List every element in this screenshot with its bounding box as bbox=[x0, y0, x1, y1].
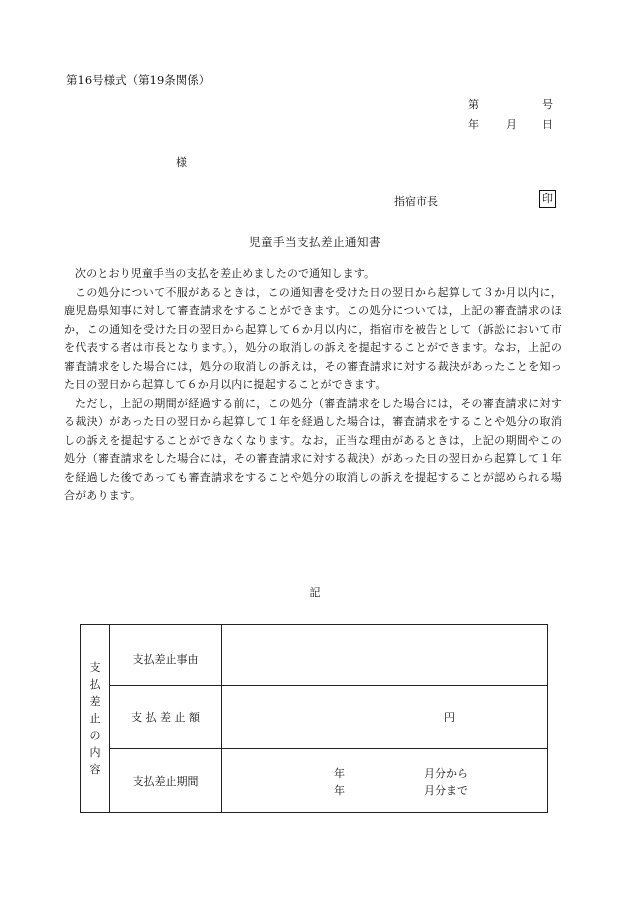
document-number-prefix: 第 bbox=[468, 98, 479, 111]
addressee-honorific: 様 bbox=[176, 156, 187, 169]
notice-body bbox=[64, 265, 562, 506]
document-number-suffix: 号 bbox=[542, 98, 553, 111]
date-year: 年 bbox=[468, 118, 479, 131]
reason-label: 支払差止事由 bbox=[110, 625, 222, 686]
suspension-details-table bbox=[80, 624, 548, 813]
date-day: 日 bbox=[542, 118, 553, 131]
body-paragraph: この処分について不服があるときは，この通知書を受けた日の翌日から起算して３か月以内に，鹿児島県知事に対して審査請求をすることができます。この処分については，上記の審査請求のほか，この通知を受けた日の翌日から起算して６か月以内に，指宿市を被告として（訴訟において市を代表する者は市長となります。），処分の取消しの訴えを提起することができます。なお，上記の審査請求をした場合には，処分の取消しの訴えは，その審査請求に対する裁決があったことを知った日の翌日から起算して６か月以内に提起することができます。 bbox=[64, 285, 562, 391]
period-label: 支払差止期間 bbox=[110, 749, 222, 813]
amount-label: 支 払 差 止 額 bbox=[110, 686, 222, 749]
amount-unit: 円 bbox=[444, 711, 455, 724]
period-to-year: 年 bbox=[334, 784, 345, 797]
document-title: 児童手当支払差止通知書 bbox=[249, 235, 381, 249]
body-paragraph: ただし，上記の期間が経過する前に，この処分（審査請求をした場合には，その審査請求に対する裁決）があった日の翌日から起算して１年を経過した場合は，審査請求をすることや処分の取消しの訴えを提起することができなくなります。なお，正当な理由があるときは，上記の期間やこの処分（審査請求をした場合には，その審査請求に対する裁決）があった日の翌日から起算して１年を経過した後であっても審査請求をすることや処分の取消しの訴えを提起することが認められる場合があります。 bbox=[64, 396, 562, 502]
amount-value[interactable] bbox=[222, 686, 548, 749]
period-from-year: 年 bbox=[334, 767, 345, 780]
period-value[interactable] bbox=[222, 749, 548, 813]
period-range bbox=[334, 765, 468, 799]
reason-value[interactable] bbox=[222, 625, 548, 686]
body-paragraph: 次のとおり児童手当の支払を差止めましたので通知します。 bbox=[75, 267, 376, 280]
ki-heading: 記 bbox=[309, 586, 321, 599]
date-month: 月 bbox=[506, 118, 517, 131]
issuer-name: 指宿市長 bbox=[394, 195, 438, 208]
form-number: 第16号様式（第19条関係） bbox=[66, 73, 211, 87]
section-header: 支 払 差 止 の 内 容 bbox=[81, 625, 110, 813]
period-from: 月分から bbox=[424, 767, 468, 780]
period-to: 月分まで bbox=[424, 784, 468, 797]
seal-mark: 印 bbox=[539, 190, 556, 208]
